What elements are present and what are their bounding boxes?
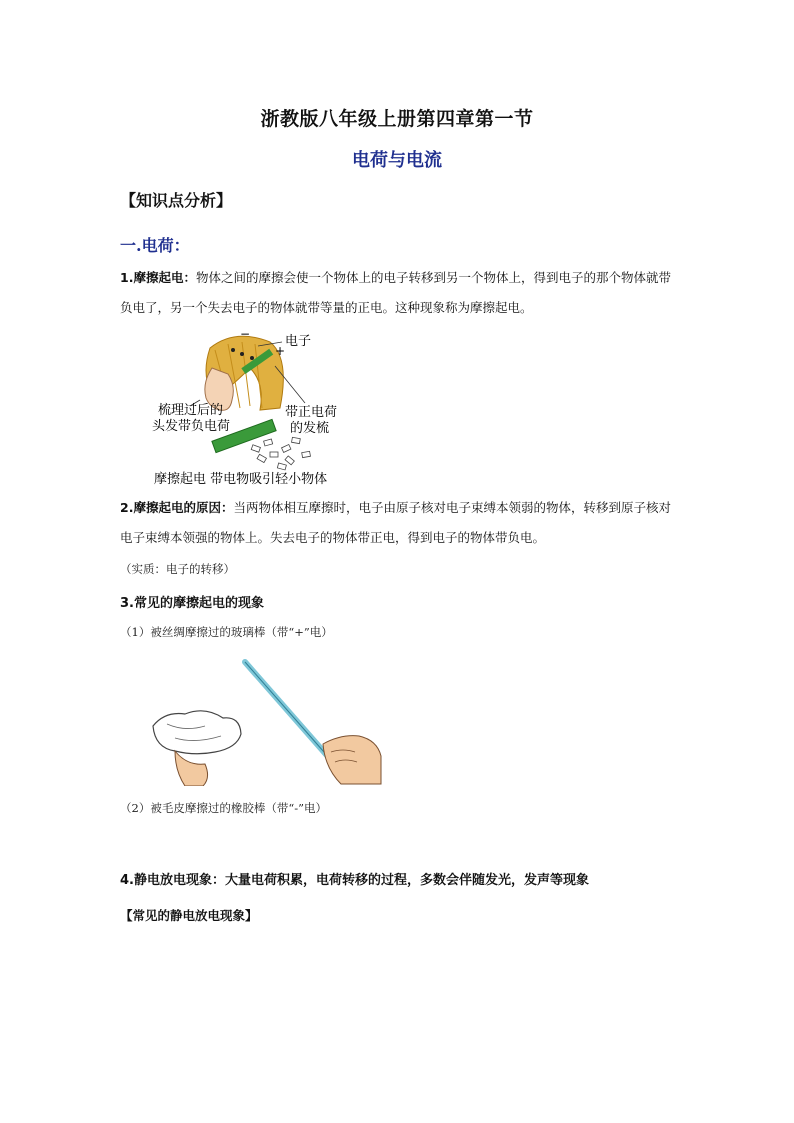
silk-cloth (153, 711, 241, 754)
item4-paragraph (120, 866, 680, 896)
label-comb-line2: 的发梳 (290, 421, 330, 436)
item1-label: 1.摩擦起电： (120, 270, 196, 285)
page-title: 浙教版八年级上册第四章第一节 (260, 108, 534, 130)
glass-rod-edge (245, 662, 331, 760)
bottom-label: 【常见的静电放电现象】 (120, 908, 258, 923)
electron-dot (240, 352, 244, 356)
item4-text: 大量电荷积累，电荷转移的过程，多数会伴随发光，发声等现象 (224, 873, 589, 888)
electron-dot (250, 356, 254, 360)
label-hair-line2: 头发带负电荷 (152, 419, 231, 434)
label-minus: − (240, 328, 251, 341)
section-label: 【知识点分析】 (120, 191, 233, 210)
item3-heading: 3.常见的摩擦起电的现象 (120, 596, 264, 611)
item3-sub2: （2）被毛皮摩擦过的橡胶棒（带“-”电） (120, 801, 327, 815)
item2-note: （实质：电子的转移） (120, 562, 235, 576)
friction-hair-comb-figure (140, 328, 370, 488)
item2-text: 当两物体相互摩擦时，电子由原子核对电子束缚本领弱的物体，转移到原子核对电子束缚本领强的物体上。失去电子的物体带正电，得到电子的物体带负电。 (120, 500, 671, 545)
item2-label: 2.摩擦起电的原因： (120, 500, 234, 515)
heading-charge: 一.电荷： (120, 236, 190, 255)
electron-dot (231, 348, 235, 352)
left-hand (175, 751, 208, 786)
item1-text: 物体之间的摩擦会使一个物体上的电子转移到另一个物体上，得到电子的那个物体就带负电了，另一个失去电子的物体就带等量的正电。这种现象称为摩擦起电。 (120, 270, 671, 315)
page-subtitle: 电荷与电流 (352, 150, 442, 171)
item4-label: 4.静电放电现象： (120, 873, 225, 888)
label-plus: + (275, 344, 286, 358)
label-comb-line1: 带正电荷 (285, 405, 338, 420)
paper-bits (251, 437, 310, 470)
item2-paragraph (120, 493, 680, 553)
label-hair-line1: 梳理过后的 (158, 403, 224, 418)
right-hand (323, 736, 381, 784)
label-electron: 电子 (285, 334, 312, 349)
item3-sub1: （1）被丝绸摩擦过的玻璃棒（带“+”电） (120, 625, 333, 639)
item1-paragraph (120, 263, 680, 323)
figure1-caption: 摩擦起电 带电物吸引轻小物体 (154, 472, 328, 487)
glass-rod-silk-figure (145, 656, 385, 786)
